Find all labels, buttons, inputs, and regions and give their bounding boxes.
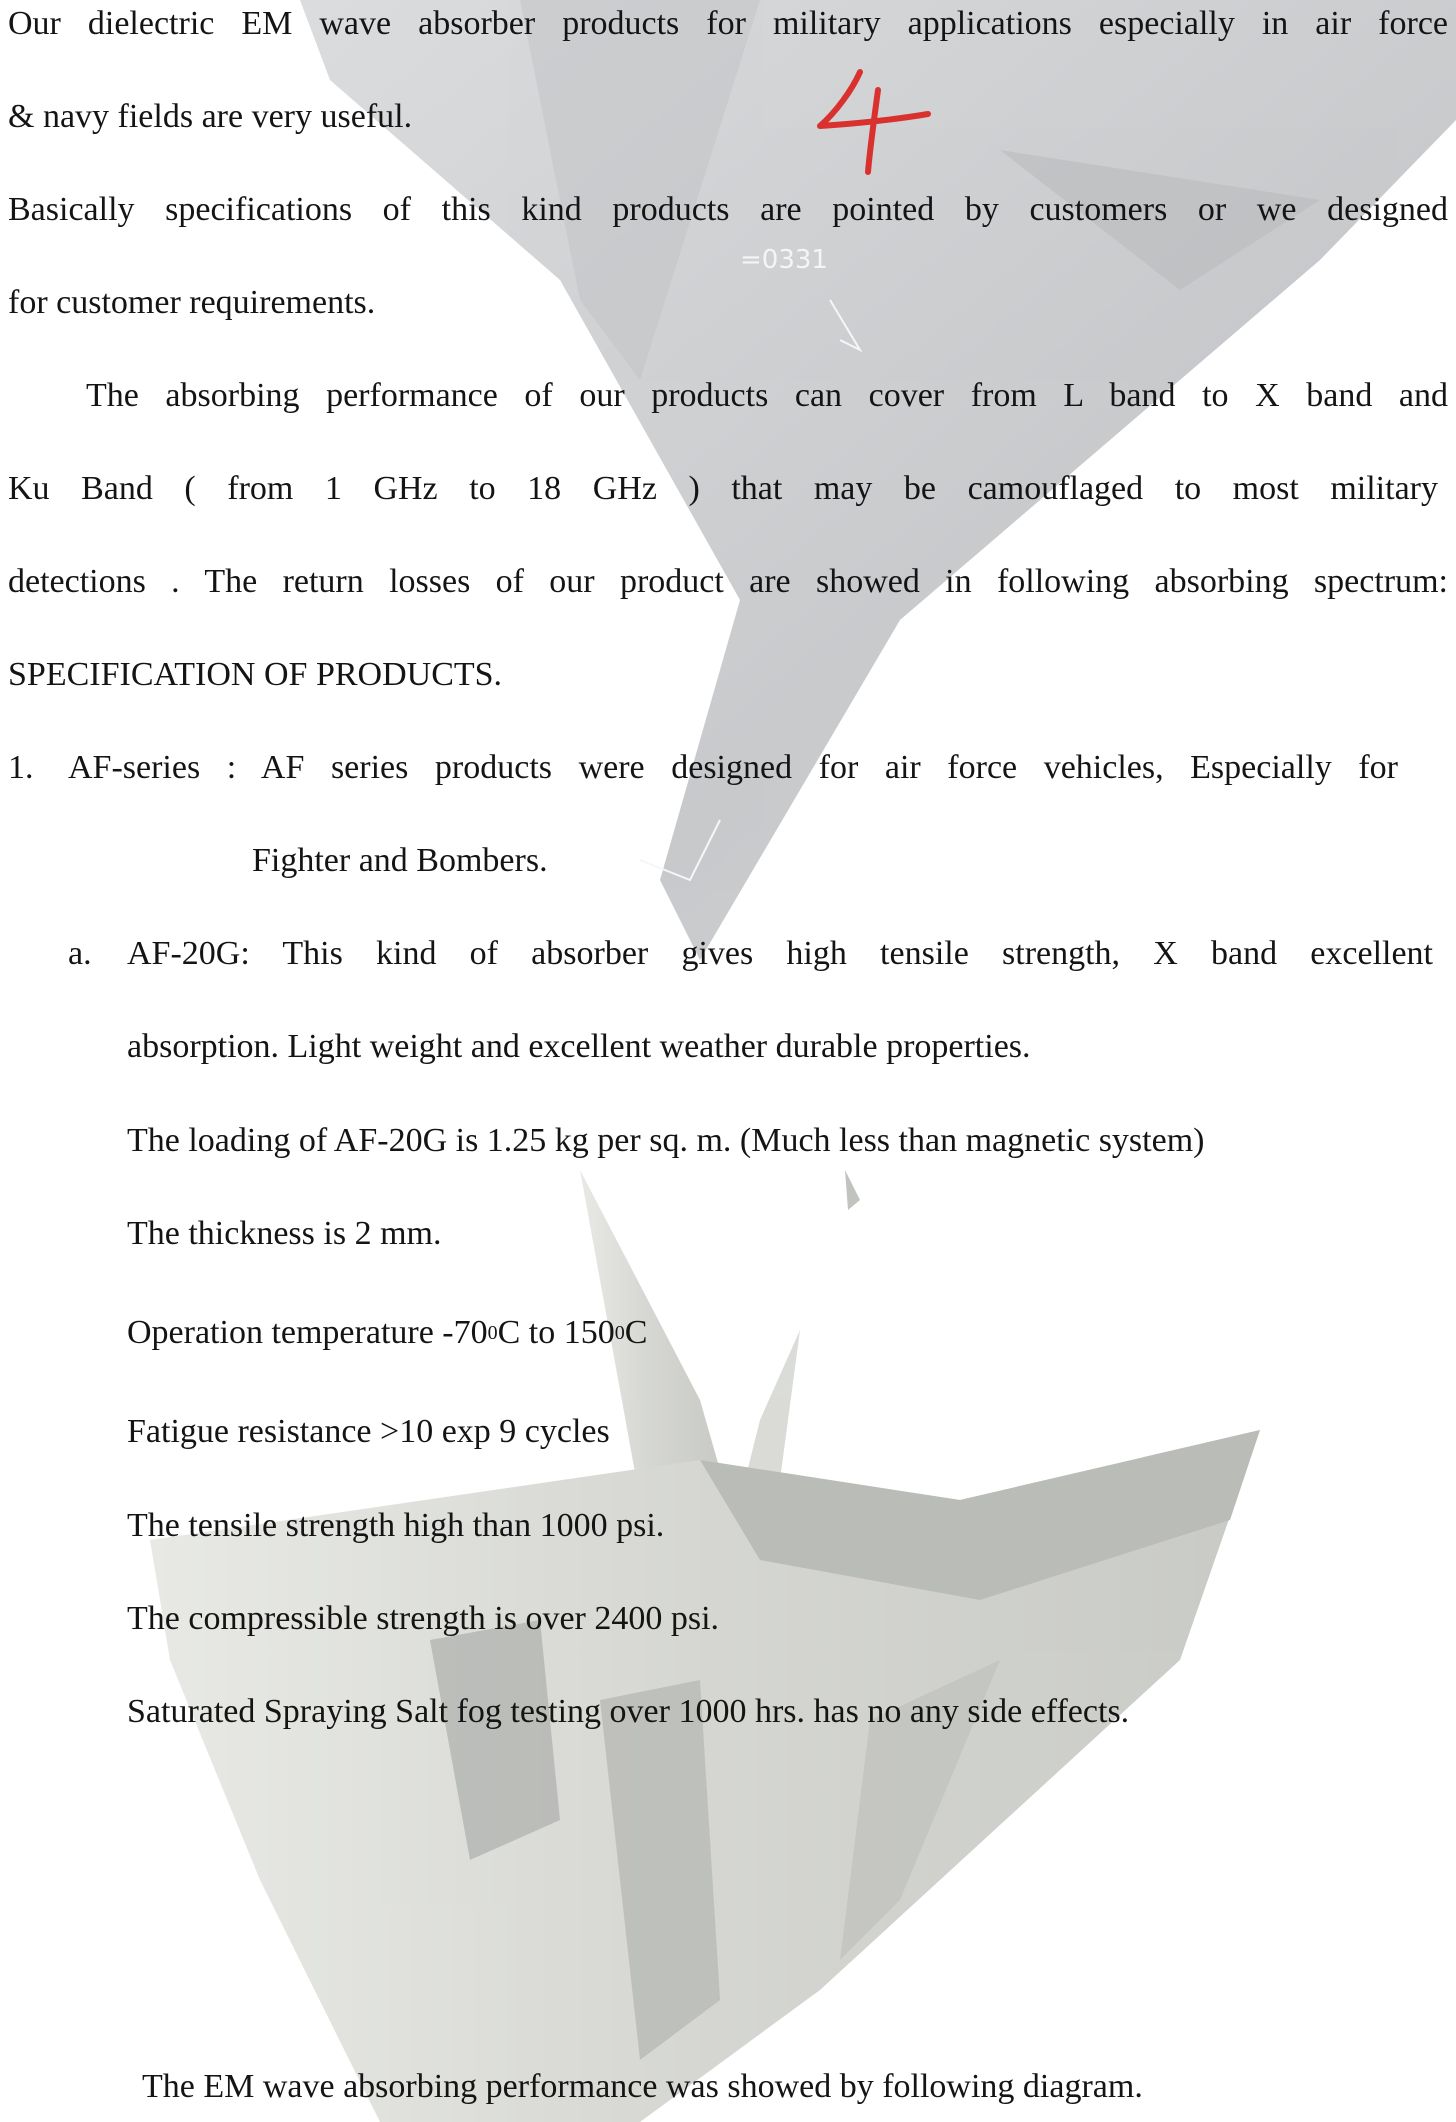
performance-line-1: The absorbing performance of our products can cover from L band to X band and bbox=[86, 377, 1448, 414]
af20g-line-1: AF-20G: This kind of absorber gives high tensile strength, X band excellent bbox=[127, 935, 1433, 972]
intro-line-1: Our dielectric EM wave absorber products for military applications especially in air force bbox=[8, 5, 1448, 42]
intro-line-2: & navy fields are very useful. bbox=[8, 98, 413, 135]
af20g-line-2: absorption. Light weight and excellent weather durable properties. bbox=[127, 1028, 1031, 1065]
intro-line-4: for customer requirements. bbox=[8, 284, 376, 321]
af-series-line-2: Fighter and Bombers. bbox=[252, 842, 548, 879]
degree-symbol: 0 bbox=[614, 1322, 625, 1344]
loading-spec: The loading of AF-20G is 1.25 kg per sq. m. (Much less than magnetic system) bbox=[127, 1122, 1205, 1159]
af20g-letter: a. bbox=[68, 935, 92, 972]
af-series-number: 1. bbox=[8, 749, 34, 786]
diagram-caption: The EM wave absorbing performance was showed by following diagram. bbox=[142, 2068, 1143, 2105]
performance-line-2: Ku Band ( from 1 GHz to 18 GHz ) that may be camouflaged to most military bbox=[8, 470, 1438, 507]
fatigue-resistance-spec: Fatigue resistance >10 exp 9 cycles bbox=[127, 1413, 610, 1450]
intro-line-3: Basically specifications of this kind products are pointed by customers or we designed bbox=[8, 191, 1448, 228]
tensile-strength-spec: The tensile strength high than 1000 psi. bbox=[127, 1507, 665, 1544]
specification-heading: SPECIFICATION OF PRODUCTS. bbox=[8, 656, 503, 693]
compressible-strength-spec: The compressible strength is over 2400 psi. bbox=[127, 1600, 720, 1637]
thickness-spec: The thickness is 2 mm. bbox=[127, 1215, 442, 1252]
tail-number-text: =0331 bbox=[740, 245, 828, 275]
af-series-line-1: AF-series : AF series products were designed for air force vehicles, Especially for bbox=[68, 749, 1398, 786]
salt-fog-spec: Saturated Spraying Salt fog testing over 1000 hrs. has no any side effects. bbox=[127, 1693, 1130, 1730]
degree-symbol: 0 bbox=[487, 1322, 498, 1344]
operation-temperature-spec: Operation temperature $-70^0C$ to $150^0C$ bbox=[127, 1314, 648, 1351]
handwritten-page-number-mark bbox=[800, 60, 940, 180]
performance-line-3: detections . The return losses of our product are showed in following absorbing spectrum: bbox=[8, 563, 1448, 600]
